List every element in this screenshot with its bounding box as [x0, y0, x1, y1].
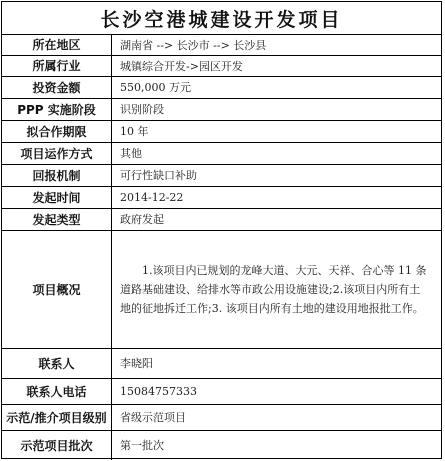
project-overview-label: 项目概况	[2, 230, 112, 348]
contact-phone-value: 15084757333	[112, 378, 442, 404]
contact-value: 李晓阳	[112, 348, 442, 378]
operation-mode-value: 其他	[112, 142, 442, 164]
project-overview-text: 1.该项目内已规划的龙峰大道、大元、天祥、合心等 11 条道路基础建设、给排水等市政公用设施建设;2.该项目内所有土地的征地拆迁工作;3. 该项目内所有土地的建设用地报批工作。	[120, 263, 427, 315]
table-row	[2, 55, 441, 76]
table-row	[2, 120, 441, 142]
initiation-date-value: 2014-12-22	[112, 186, 442, 208]
table-row	[2, 164, 441, 186]
industry-value: 城镇综合开发->园区开发	[112, 55, 442, 76]
initiation-date-label: 发起时间	[2, 186, 112, 208]
table-row	[2, 348, 441, 378]
project-info-sheet	[1, 1, 442, 459]
cooperation-period-label: 拟合作期限	[2, 120, 112, 142]
industry-label: 所属行业	[2, 55, 112, 76]
table-row	[2, 404, 441, 430]
initiation-type-value: 政府发起	[112, 208, 442, 230]
table-row	[2, 378, 441, 404]
operation-mode-label: 项目运作方式	[2, 142, 112, 164]
demo-batch-label: 示范项目批次	[2, 430, 112, 460]
region-value: 湖南省 --> 长沙市 --> 长沙县	[112, 35, 442, 55]
table-row	[2, 230, 441, 348]
project-overview-value	[112, 230, 442, 348]
table-row	[2, 35, 441, 55]
initiation-type-label: 发起类型	[2, 208, 112, 230]
table-row	[2, 430, 441, 460]
region-label: 所在地区	[2, 35, 112, 55]
table-row	[2, 208, 441, 230]
ppp-stage-label: PPP 实施阶段	[2, 98, 112, 120]
return-mechanism-label: 回报机制	[2, 164, 112, 186]
project-info-table	[2, 35, 441, 460]
contact-phone-label: 联系人电话	[2, 378, 112, 404]
investment-label: 投资金额	[2, 76, 112, 98]
table-row	[2, 186, 441, 208]
table-row	[2, 98, 441, 120]
cooperation-period-value: 10 年	[112, 120, 442, 142]
contact-label: 联系人	[2, 348, 112, 378]
return-mechanism-value: 可行性缺口补助	[112, 164, 442, 186]
demo-level-value: 省级示范项目	[112, 404, 442, 430]
demo-level-label: 示范/推介项目级别	[2, 404, 112, 430]
table-row	[2, 76, 441, 98]
table-row	[2, 142, 441, 164]
investment-value: 550,000 万元	[112, 76, 442, 98]
project-title: 长沙空港城建设开发项目	[2, 2, 441, 35]
ppp-stage-value: 识别阶段	[112, 98, 442, 120]
demo-batch-value: 第一批次	[112, 430, 442, 460]
